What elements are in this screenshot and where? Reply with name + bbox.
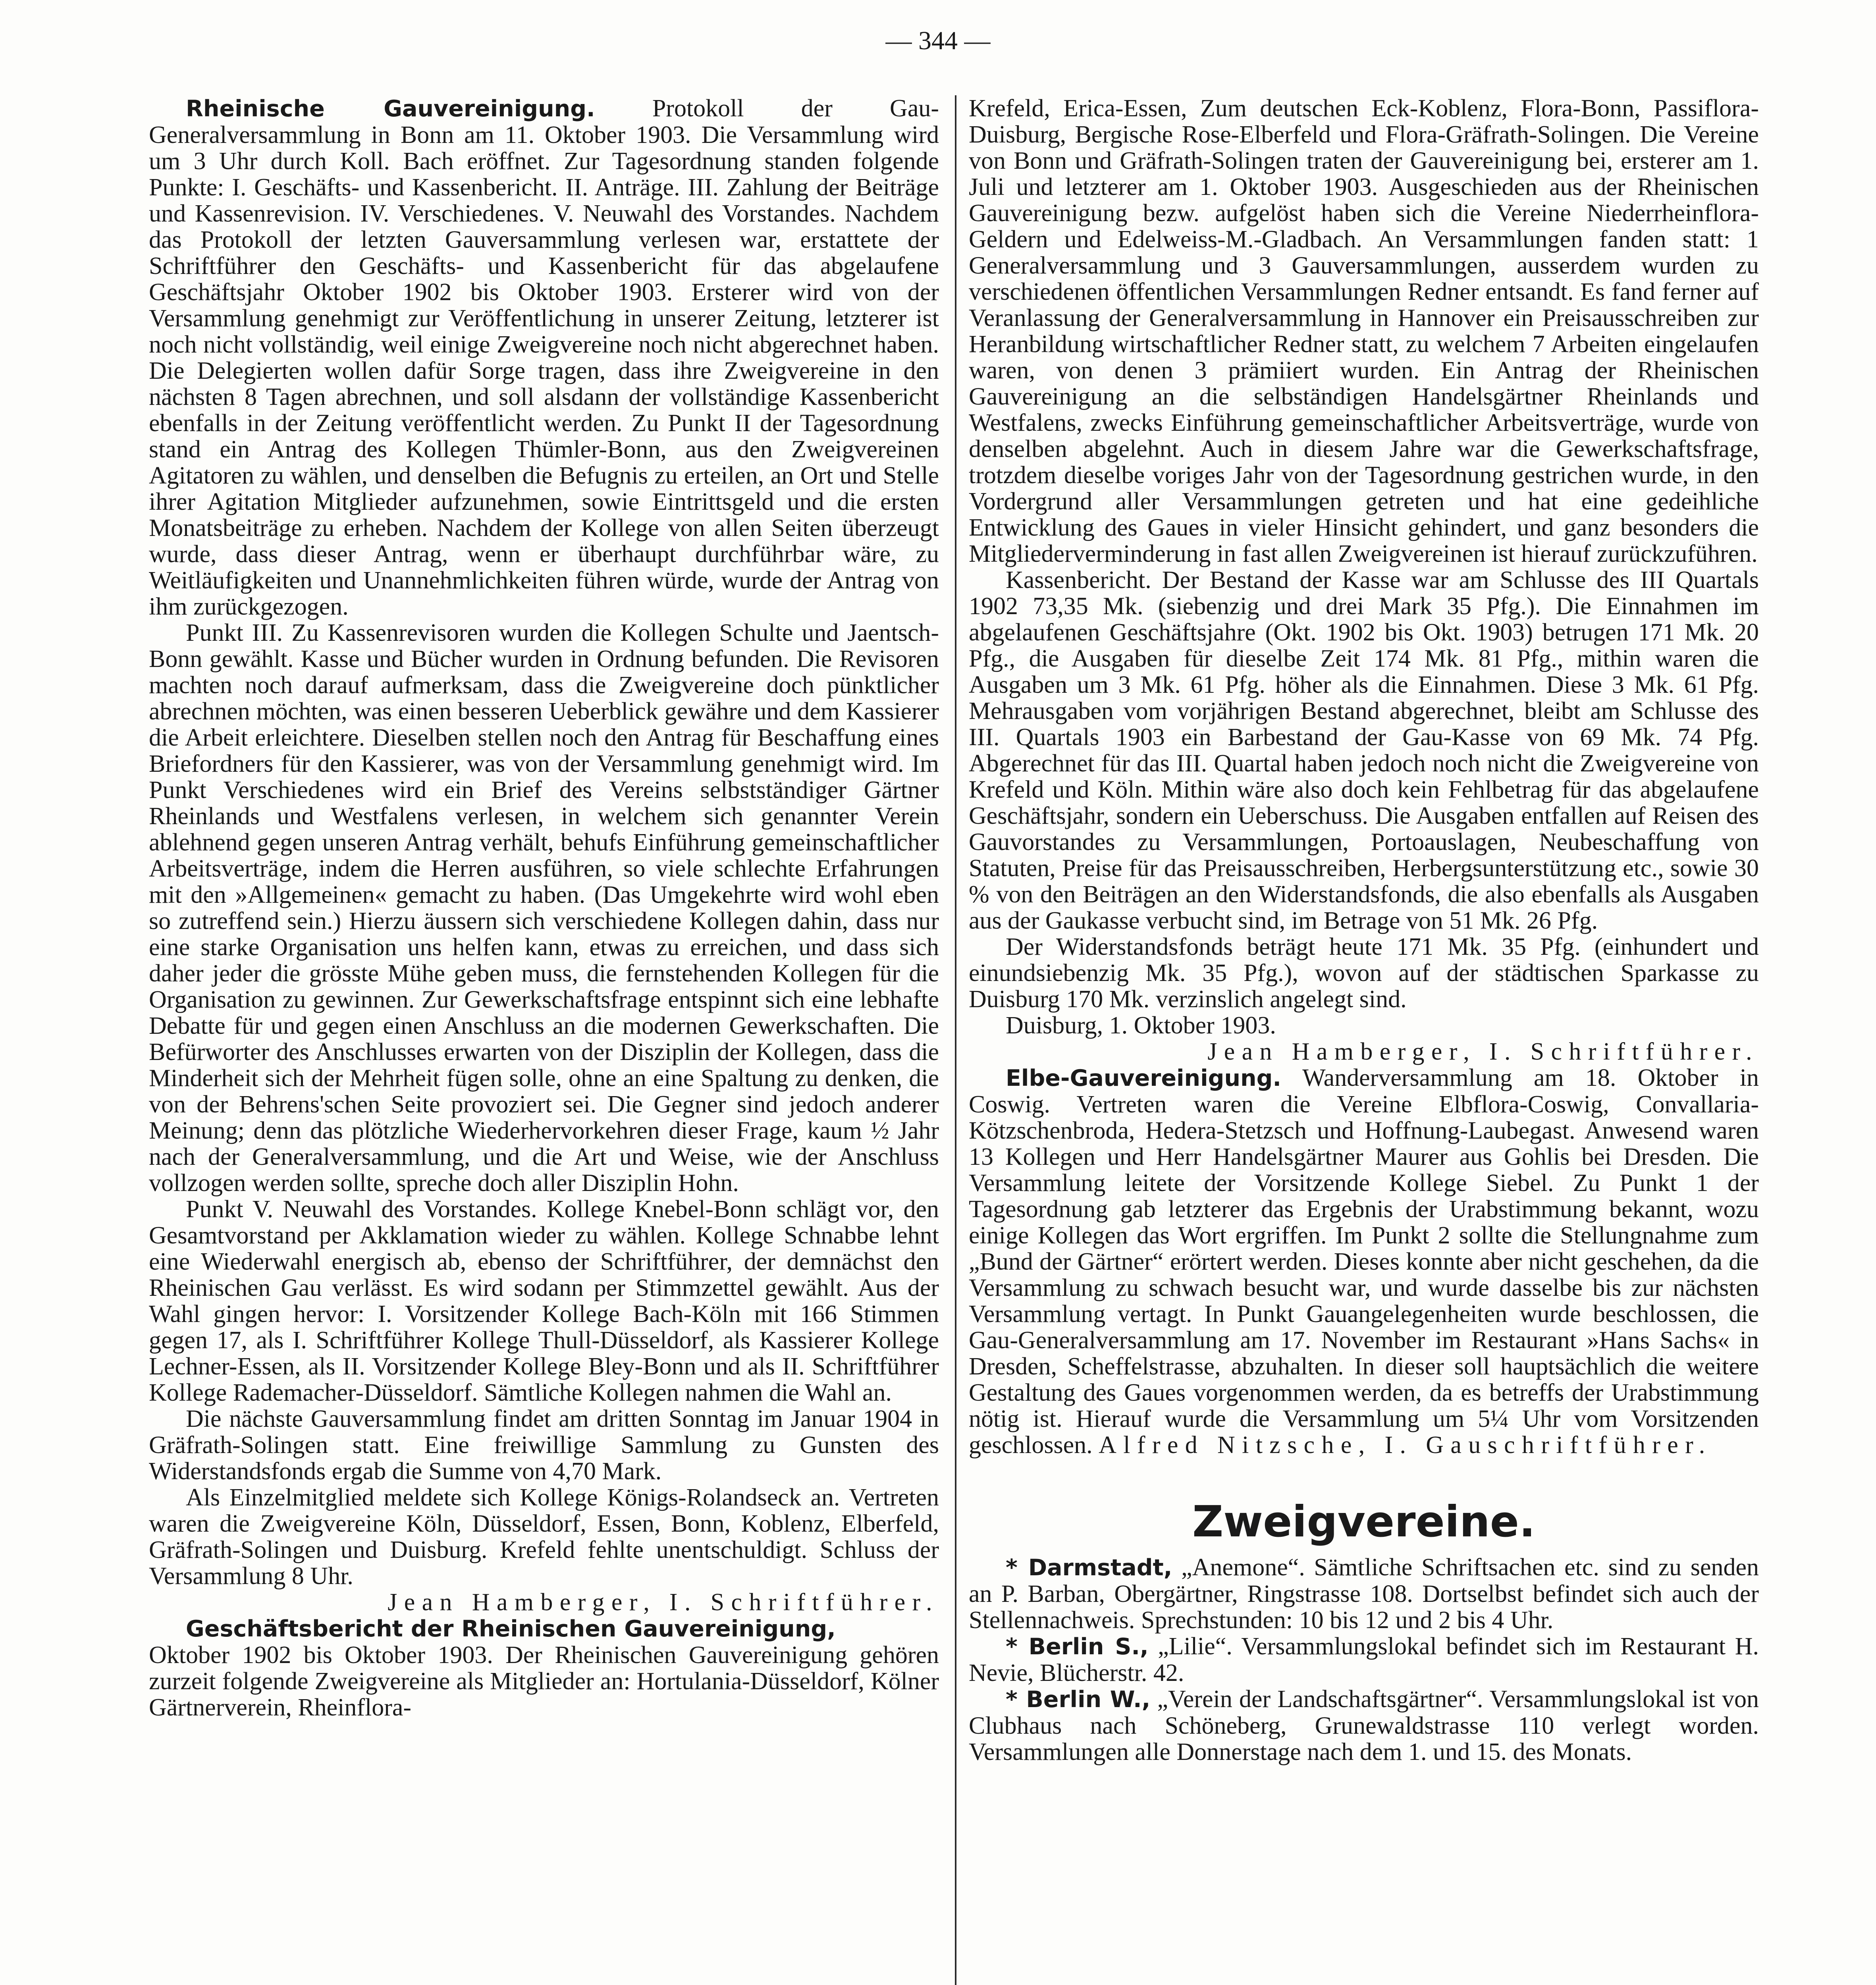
- left-column: [149, 95, 939, 1721]
- zweigvereine-heading: Zweigvereine.: [1192, 1497, 1535, 1547]
- zweigverein-berlin-s: [969, 1633, 1759, 1686]
- punkt-iii-paragraph: Punkt III. Zu Kassenrevisoren wurden die Kollegen Schulte und Jaentsch-Bonn gewählt. Kasse und Bücher wurden in Ordnung befunden. Die Revisoren machten noch darauf aufmerksam, dass die Zweigvereine doch pünktlicher abrechnen möchten, was einen besseren Ueberblick gewähre und dem Kassierer die Arbeit erleichtere. Dieselben stellen noch den Antrag für Beschaffung eines Briefordners für den Kassierer, was von der Versammlung genehmigt wird. Im Punkt Verschiedenes wird ein Brief des Vereins selbstständiger Gärtner Rheinlands und Westfalens verlesen, in welchem sich genannter Verein ablehnend gegen unseren Antrag verhält, behufs Einführung gemeinschaftlicher Arbeitsverträge, indem die Herren ausführen, so viele schlechte Erfahrungen mit den »Allgemeinen« gemacht zu haben. (Das Umgekehrte wird wohl eben so zutreffend sein.) Hierzu äussern sich verschiedene Kollegen dahin, dass nur eine starke Organisation uns helfen kann, etwas zu erreichen, und dass sich daher jeder die grösste Mühe geben muss, die fernstehenden Kollegen für die Organisation zu gewinnen. Zur Gewerkschaftsfrage entspinnt sich eine lebhafte Debatte für und gegen einen Anschluss an die modernen Gewerkschaften. Die Befürworter des Anschlusses erwarten von der Disziplin der Kollegen, dass die Minderheit sich der Mehrheit fügen solle, ohne an eine Spaltung zu denken, die von der Behrens'schen Seite provoziert sei. Die Gegner sind jedoch anderer Meinung; denn das plötzliche Wiederhervorkehren dieser Frage, kaum ½ Jahr nach der Generalversammlung, und die Art und Weise, wie der Anschluss vollzogen werden sollte, spreche doch aller Disziplin Hohn.: [149, 619, 939, 1197]
- zweigverein-text: „Verein der Landschaftsgärtner“. Versammlungslokal ist von Clubhaus nach Schöneberg, Grunewaldstrasse 110 verlegt worden. Versammlungen alle Donnerstage nach dem 1. und 15. des Monats.: [969, 1686, 1759, 1765]
- signature-hamberger: Jean Hamberger, I. Schriftführer.: [388, 1589, 939, 1616]
- column-divider: [955, 95, 956, 1985]
- paragraph-text: Protokoll der Gau-Generalversammlung in Bonn am 11. Oktober 1903. Die Versammlung wird um 3 Uhr durch Koll. Bach eröffnet. Zur Tagesordnung standen folgende Punkte: I. Geschäfts- und Kassenbericht. II. Anträge. III. Zahlung der Beiträge und Kassenrevision. IV. Verschiedenes. V. Neuwahl des Vorstandes. Nachdem das Protokoll der letzten Gauversammlung verlesen war, erstattete der Schriftführer den Geschäfts- und Kassenbericht für das abgelaufene Geschäftsjahr Oktober 1902 bis Oktober 1903. Ersterer wird von der Versammlung genehmigt zur Veröffentlichung in unserer Zeitung, letzterer ist noch nicht vollständig, weil einige Zweigvereine noch nicht abgerechnet haben. Die Delegierten wollen dafür Sorge tragen, dass ihre Zweigvereine in den nächsten 8 Tagen abrechnen, und soll alsdann der vollständige Kassenbericht ebenfalls in der Zeitung veröffentlicht werden. Zu Punkt II der Tagesordnung stand ein Antrag des Kollegen Thümler-Bonn, aus den Zweigvereinen Agitatoren zu wählen, und denselben die Befugnis zu erteilen, an Ort und Stelle ihrer Agitation Mitglieder aufzunehmen, sowie Eintrittsgeld und die ersten Monatsbeiträge zu erheben. Nachdem der Kollege von allen Seiten überzeugt wurde, dass dieser Antrag, wenn er überhaupt durchführbar wäre, zu Weitläufigkeiten und Unannehmlichkeiten führen würde, wurde der Antrag von ihm zurückgezogen.: [149, 95, 939, 620]
- zweigverein-text: „Anemone“. Sämtliche Schriftsachen etc. sind zu senden an P. Barban, Obergärtner, Ringstrasse 108. Dortselbst befindet sich auch der Stellennachweis. Sprechstunden: 10 bis 12 und 2 bis 4 Uhr.: [969, 1554, 1759, 1634]
- geschaeftsbericht-title: [149, 1615, 939, 1642]
- zweigverein-title: * Berlin S.,: [1006, 1634, 1149, 1660]
- geschaeftsbericht-paragraph: Oktober 1902 bis Oktober 1903. Der Rheinischen Gauvereinigung gehören zurzeit folgende Zweigvereine als Mitglieder an: Hortulania-Düsseldorf, Kölner Gärtnerverein, Rheinflora-: [149, 1642, 939, 1721]
- dateline: Duisburg, 1. Oktober 1903.: [1006, 1012, 1276, 1039]
- page-number: — 344 —: [885, 26, 991, 55]
- zweigverein-berlin-w: [969, 1686, 1759, 1765]
- elbe-paragraph: [969, 1065, 1759, 1458]
- geschaeftsbericht-continuation: Krefeld, Erica-Essen, Zum deutschen Eck-Koblenz, Flora-Bonn, Passiflora-Duisburg, Bergische Rose-Elberfeld und Flora-Gräfrath-Solingen. Die Vereine von Bonn und Gräfrath-Solingen traten der Gauvereinigung bei, ersterer am 1. Juli und letzterer am 1. Oktober 1903. Ausgeschieden aus der Rheinischen Gauvereinigung bezw. aufgelöst haben sich die Vereine Niederrheinflora-Geldern und Edelweiss-M.-Gladbach. An Versammlungen fanden statt: 1 Generalversammlung und 3 Gauversammlungen, ausserdem wurden zu verschiedenen öffentlichen Versammlungen Redner entsandt. Es fand ferner auf Veranlassung der Generalversammlung in Hannover ein Preisausschreiben zur Heranbildung wirtschaftlicher Redner statt, zu welchem 7 Arbeiten eingelaufen waren, von denen 3 prämiiert wurden. Ein Antrag der Rheinischen Gauvereinigung an die selbständigen Handelsgärtner Rheinlands und Westfalens, zwecks Einführung gemeinschaftlicher Arbeitsverträge, wurde von denselben abgelehnt. Auch in diesem Jahre war die Gewerkschaftsfrage, trotzdem dieselbe voriges Jahr von der Tagesordnung gestrichen wurde, in den Vordergrund aller Versammlungen getreten und hat eine gedeihliche Entwicklung des Gaues in vieler Hinsicht gehindert, und ganz besonders die Mitgliederverminderung in fast allen Zweigvereinen ist hierauf zurückzuführen.: [969, 95, 1759, 567]
- kassenbericht-paragraph: Kassenbericht. Der Bestand der Kasse war am Schlusse des III Quartals 1902 73,35 Mk. (siebenzig und drei Mark 35 Pfg.). Die Einnahmen im abgelaufenen Geschäftsjahre (Okt. 1902 bis Okt. 1903) betrugen 171 Mk. 20 Pfg., die Ausgaben für dieselbe Zeit 174 Mk. 81 Pfg., mithin waren die Ausgaben um 3 Mk. 61 Pfg. höher als die Einnahmen. Diese 3 Mk. 61 Pfg. Mehrausgaben vom vorjährigen Bestand abgerechnet, bleibt am Schlusse des III. Quartals 1903 ein Barbestand der Gau-Kasse von 69 Mk. 74 Pfg. Abgerechnet für das III. Quartal haben jedoch noch nicht die Zweigvereine von Krefeld und Köln. Mithin wäre also doch kein Fehlbetrag für das abgelaufene Geschäftsjahr, sondern ein Ueberschuss. Die Ausgaben entfallen auf Reisen des Gauvorstandes zu Versammlungen, Portoauslagen, Neubeschaffung von Statuten, Preise für das Preisausschreiben, Herbergsunterstützung etc., sowie 30 % von den Beiträgen an den Widerstandsfonds, die also ebenfalls als Ausgaben aus der Gaukasse verbucht sind, im Betrage von 51 Mk. 26 Pfg.: [969, 567, 1759, 934]
- paragraph-text: Wanderversammlung am 18. Oktober in Coswig. Vertreten waren die Vereine Elbflora-Coswig, Convallaria-Kötzschenbroda, Hedera-Stetzsch und Hoffnung-Laubegast. Anwesend waren 13 Kollegen und Herr Handelsgärtner Maurer aus Gohlis bei Dresden. Die Versammlung leitete der Vorsitzende Kollege Siebel. Zu Punkt 1 der Tagesordnung gab letzterer das Ergebnis der Urabstimmung bekannt, wozu einige Kollegen das Wort ergriffen. Im Punkt 2 sollte die Stellungnahme zum „Bund der Gärtner“ erörtert werden. Dieses konnte aber nicht geschehen, da die Versammlung zu schwach besucht war, und wurde dasselbe bis zur nächsten Versammlung vertagt. In Punkt Gauangelegenheiten wurde beschlossen, die Gau-Generalversammlung am 17. November im Restaurant »Hans Sachs« in Dresden, Scheffelstrasse, abzuhalten. In dieser soll hauptsächlich die weitere Gestaltung des Gaues vorgenommen werden, da es betreffs der Urabstimmung nötig ist. Hierauf wurde die Versammlung um 5¼ Uhr vom Vorsitzenden geschlossen.: [969, 1064, 1759, 1459]
- zweigverein-darmstadt: [969, 1554, 1759, 1633]
- punkt-v-paragraph: Punkt V. Neuwahl des Vorstandes. Kollege Knebel-Bonn schlägt vor, den Gesamtvorstand per Akklamation wieder zu wählen. Kollege Schnabbe lehnt eine Wiederwahl energisch ab, ebenso der Schriftführer, der demnächst den Rheinischen Gau verlässt. Es wird sodann per Stimmzettel gewählt. Aus der Wahl gingen hervor: I. Vorsitzender Kollege Bach-Köln mit 166 Stimmen gegen 17, als I. Schriftführer Kollege Thull-Düsseldorf, als Kassierer Kollege Lechner-Essen, als II. Vorsitzender Kollege Bley-Bonn und als II. Schriftführer Kollege Rademacher-Düsseldorf. Sämtliche Kollegen nahmen die Wahl an.: [149, 1196, 939, 1406]
- section-title-elbe-gauvereinigung: Elbe-Gauvereinigung.: [1006, 1065, 1282, 1091]
- section-title-geschaeftsbericht: Geschäftsbericht der Rheinischen Gauvereinigung,: [186, 1616, 836, 1642]
- zweigverein-title: * Darmstadt,: [1006, 1555, 1172, 1581]
- widerstandsfonds-paragraph: Der Widerstandsfonds beträgt heute 171 Mk. 35 Pfg. (einhundert und einundsiebenzig Mk. 35 Pfg.), wovon auf der städtischen Sparkasse zu Duisburg 170 Mk. verzinslich angelegt sind.: [969, 933, 1759, 1013]
- section-title-rheinische-gauvereinigung: Rheinische Gauvereinigung.: [186, 96, 595, 122]
- signature-hamberger-2: Jean Hamberger, I. Schriftführer.: [1207, 1038, 1759, 1065]
- signature-nitzsche: Alfred Nitzsche, I. Gauschriftführer.: [1099, 1432, 1712, 1459]
- next-meeting-paragraph: Die nächste Gauversammlung findet am dritten Sonntag im Januar 1904 in Gräfrath-Solingen statt. Eine freiwillige Sammlung zu Gunsten des Widerstandsfonds ergab die Summe von 4,70 Mark.: [149, 1405, 939, 1485]
- rheinische-protokoll-paragraph: [149, 95, 939, 620]
- zweigverein-text: „Lilie“. Versammlungslokal befindet sich im Restaurant H. Nevie, Blücherstr. 42.: [969, 1633, 1759, 1686]
- right-column: [969, 95, 1759, 1765]
- zweigverein-title: * Berlin W.,: [1006, 1686, 1151, 1713]
- attendance-paragraph: Als Einzelmitglied meldete sich Kollege Königs-Rolandseck an. Vertreten waren die Zweigvereine Köln, Düsseldorf, Essen, Bonn, Koblenz, Elberfeld, Gräfrath-Solingen und Duisburg. Krefeld fehlte unentschuldigt. Schluss der Versammlung 8 Uhr.: [149, 1484, 939, 1590]
